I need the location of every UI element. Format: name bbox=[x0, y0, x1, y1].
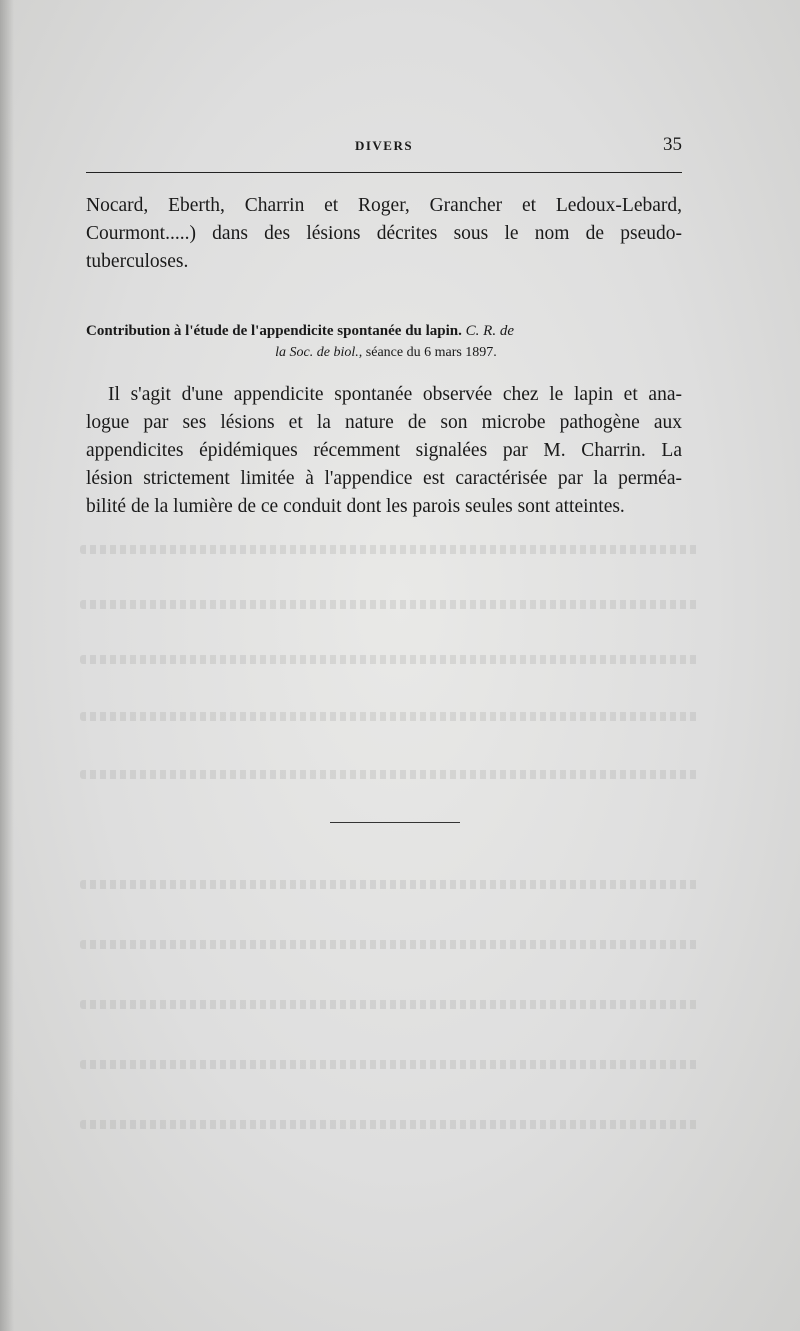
show-through-texture bbox=[80, 1060, 700, 1069]
show-through-texture bbox=[80, 545, 700, 554]
show-through-texture bbox=[80, 655, 700, 664]
text-line: appendicites épidémiques récemment signalées par M. Charrin. La bbox=[86, 440, 682, 461]
article-source-line bbox=[86, 342, 686, 364]
header-rule bbox=[86, 172, 682, 173]
show-through-texture bbox=[80, 600, 700, 609]
article-title-line bbox=[86, 320, 686, 342]
text-line: tuberculoses. bbox=[86, 251, 189, 272]
continued-paragraph bbox=[86, 192, 682, 276]
text-line: Il s'agit d'une appendicite spontanée observée chez le lapin et ana- bbox=[108, 384, 682, 405]
text-line: logue par ses lésions et la nature de son microbe pathogène aux bbox=[86, 412, 682, 433]
text-line: Courmont.....) dans des lésions décrites sous le nom de pseudo- bbox=[86, 223, 682, 244]
page-number: 35 bbox=[663, 134, 682, 155]
text-line: Nocard, Eberth, Charrin et Roger, Grancher et Ledoux-Lebard, bbox=[86, 195, 682, 216]
text-line: bilité de la lumière de ce conduit dont les parois seules sont atteintes. bbox=[86, 496, 625, 517]
section-end-rule bbox=[330, 822, 460, 823]
show-through-texture bbox=[80, 880, 700, 889]
show-through-texture bbox=[80, 1120, 700, 1129]
article-title: Contribution à l'étude de l'appendicite spontanée du lapin. bbox=[86, 323, 462, 339]
show-through-texture bbox=[80, 770, 700, 779]
text-line: lésion strictement limitée à l'appendice est caractérisée par la perméa- bbox=[86, 468, 682, 489]
journal-abbrev-part2: la Soc. de biol., bbox=[275, 345, 363, 360]
journal-abbrev-part1: C. R. de bbox=[465, 323, 514, 339]
session-date: séance du 6 mars 1897. bbox=[365, 345, 497, 360]
article-heading bbox=[86, 320, 686, 364]
page-header bbox=[86, 134, 682, 158]
running-title: DIVERS bbox=[354, 138, 414, 153]
abstract-paragraph bbox=[86, 381, 682, 521]
page-edge-shadow bbox=[0, 0, 14, 1331]
show-through-texture bbox=[80, 712, 700, 721]
show-through-texture bbox=[80, 1000, 700, 1009]
show-through-texture bbox=[80, 940, 700, 949]
